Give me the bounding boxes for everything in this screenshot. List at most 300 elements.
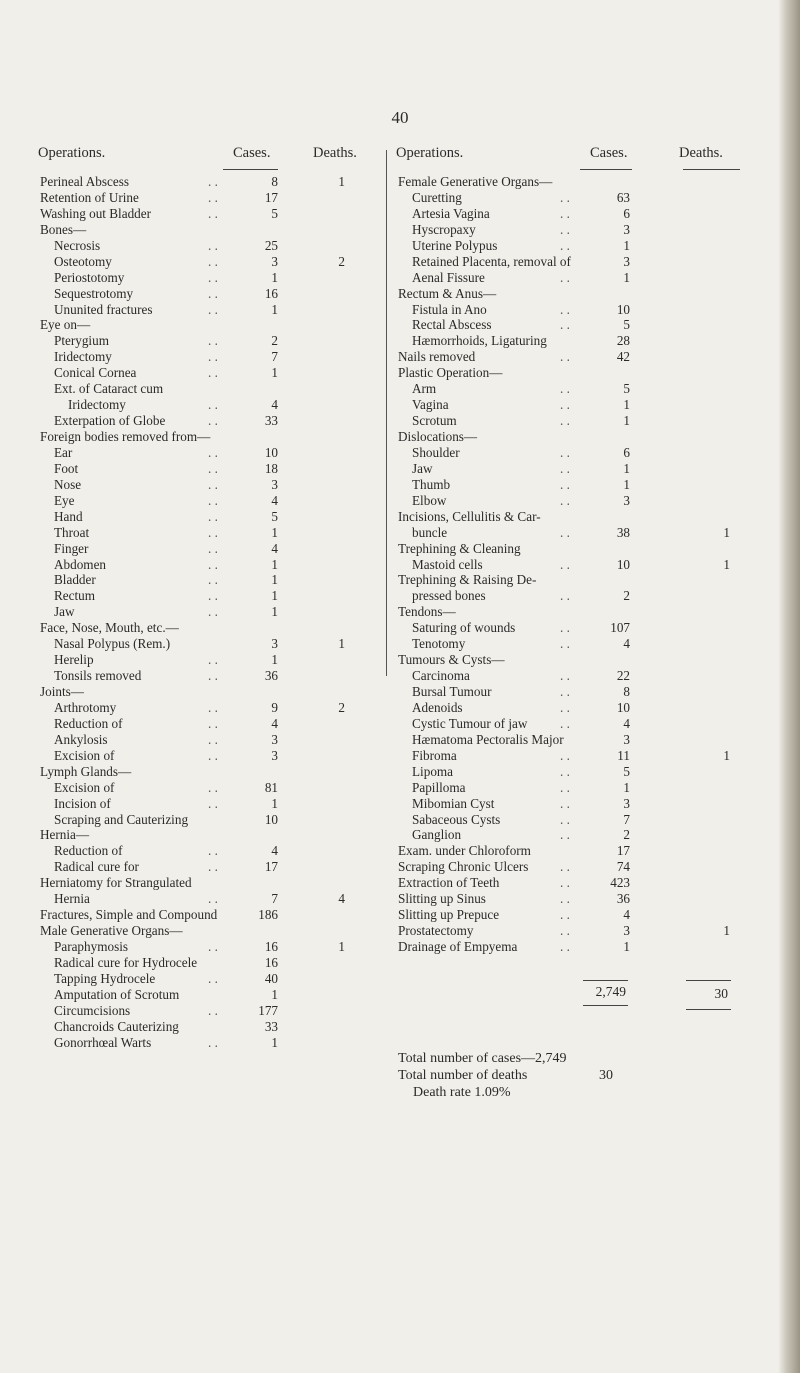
operation-label: Paraphymosis	[54, 939, 128, 954]
operation-label: Sabaceous Cysts	[412, 811, 501, 827]
operation-label: Eye on—	[40, 317, 91, 333]
cases-value: 1	[623, 397, 630, 413]
operation-label: Jaw	[54, 604, 75, 620]
deaths-value: 1	[338, 636, 345, 652]
operation-label: Chancroids Cauterizing	[54, 1018, 179, 1034]
deaths-value: 1	[723, 556, 730, 572]
leader-dots: . .	[208, 939, 218, 954]
cases-rule-right	[580, 169, 632, 170]
cases-value: 10	[616, 556, 630, 572]
leader-dots: . .	[560, 763, 570, 779]
leader-dots: . .	[208, 253, 218, 269]
cases-value: 36	[616, 891, 630, 907]
right-header	[398, 146, 743, 166]
operation-label: Perineal Abscess	[40, 174, 129, 189]
leader-dots: . .	[560, 349, 570, 365]
cases-value: 5	[271, 508, 278, 524]
leader-dots: . .	[560, 699, 570, 715]
cases-value: 3	[271, 636, 278, 652]
operation-label: Tendons—	[398, 604, 456, 620]
page-number: 40	[391, 108, 409, 127]
cases-value: 1	[271, 986, 278, 1002]
cases-value: 8	[271, 174, 278, 189]
cases-value: 4	[271, 492, 278, 508]
cases-value: 1	[623, 779, 630, 795]
leader-dots: . .	[208, 699, 218, 715]
leader-dots: . .	[560, 397, 570, 413]
operation-label: Carcinoma	[412, 668, 470, 684]
deaths-rule-right	[683, 169, 740, 170]
operation-label: Artesia Vagina	[412, 205, 490, 221]
cases-value: 7	[623, 811, 630, 827]
operation-label: Incision of	[54, 795, 111, 811]
leader-dots: . .	[560, 620, 570, 636]
leader-dots: . .	[560, 859, 570, 875]
cases-heading-right: Cases.	[590, 145, 628, 161]
cases-value: 1	[271, 301, 278, 317]
cases-value: 2	[623, 588, 630, 604]
leader-dots: . .	[560, 189, 570, 205]
leader-dots: . .	[208, 189, 218, 205]
operation-label: Amputation of Scrotum	[54, 986, 180, 1002]
leader-dots: . .	[208, 397, 218, 413]
left-column	[38, 145, 380, 1050]
leader-dots: . .	[560, 237, 570, 253]
operation-label: Lipoma	[412, 763, 454, 779]
cases-value: 33	[264, 1018, 278, 1034]
operation-label: Extraction of Teeth	[398, 875, 500, 891]
leader-dots: . .	[560, 556, 570, 572]
operation-label: Incisions, Cellulitis & Car-	[398, 508, 541, 524]
leader-dots: . .	[560, 795, 570, 811]
cases-value: 10	[264, 444, 278, 460]
operation-label: Hæmatoma Pectoralis Major	[412, 731, 564, 747]
total-deaths: 30	[714, 986, 728, 1001]
cases-value: 4	[623, 636, 630, 652]
total-deaths-label: Total number of deaths	[398, 1068, 528, 1083]
cases-value: 16	[264, 285, 278, 301]
left-header	[40, 146, 380, 166]
cases-value: 1	[271, 365, 278, 381]
cases-value: 16	[264, 954, 278, 970]
deaths-heading: Deaths.	[313, 145, 357, 161]
operation-label: Excision of	[54, 779, 115, 795]
leader-dots: . .	[208, 508, 218, 524]
operation-label: Hand	[54, 508, 83, 524]
cases-value: 4	[271, 715, 278, 731]
leader-dots: . .	[560, 715, 570, 731]
operation-label: Papilloma	[412, 779, 466, 795]
leader-dots: . .	[560, 444, 570, 460]
operation-label: Fibroma	[412, 747, 457, 763]
leader-dots: . .	[208, 556, 218, 572]
cases-value: 186	[258, 907, 278, 923]
cases-value: 17	[264, 859, 278, 875]
leader-dots: . .	[208, 572, 218, 588]
operation-label: Rectal Abscess	[412, 317, 492, 333]
leader-dots: . .	[560, 476, 570, 492]
cases-value: 81	[264, 779, 278, 795]
deaths-heading-right: Deaths.	[679, 145, 723, 161]
operation-label: Sequestrotomy	[54, 285, 134, 301]
cases-value: 63	[616, 189, 630, 205]
operation-label: Tapping Hydrocele	[54, 970, 156, 986]
operation-label: Gonorrhœal Warts	[54, 1034, 152, 1050]
leader-dots: . .	[560, 811, 570, 827]
total-cases-line: Total number of cases—2,749	[398, 1051, 567, 1066]
cases-value: 18	[264, 460, 278, 476]
leader-dots: . .	[208, 460, 218, 476]
operation-label: Foot	[54, 460, 79, 476]
totals-top-rule-deaths	[686, 980, 731, 981]
deaths-value: 1	[338, 939, 345, 954]
cases-value: 1	[271, 572, 278, 588]
cases-value: 1	[623, 476, 630, 492]
operation-label: Ununited fractures	[54, 301, 153, 317]
leader-dots: . .	[208, 891, 218, 907]
leader-dots: . .	[208, 652, 218, 668]
cases-value: 38	[616, 524, 630, 540]
operation-label: Hyscropaxy	[412, 221, 476, 237]
operation-label: Rectum	[54, 588, 96, 604]
cases-value: 10	[616, 699, 630, 715]
leader-dots: . .	[560, 460, 570, 476]
operation-label: Trephining & Raising De-	[398, 572, 537, 588]
operation-label: Hernia—	[40, 827, 90, 843]
leader-dots: . .	[560, 939, 570, 954]
cases-value: 2	[271, 333, 278, 349]
leader-dots: . .	[560, 923, 570, 939]
cases-value: 3	[271, 253, 278, 269]
operation-label: Retention of Urine	[40, 189, 139, 205]
operation-label: Scraping and Cauterizing	[54, 811, 189, 827]
operation-label: Tonsils removed	[54, 668, 142, 684]
cases-value: 3	[271, 731, 278, 747]
leader-dots: . .	[208, 365, 218, 381]
cases-value: 5	[623, 381, 630, 397]
operation-label: Ankylosis	[54, 731, 108, 747]
operation-label: Jaw	[412, 460, 433, 476]
leader-dots: . .	[208, 205, 218, 221]
operation-label: Joints—	[40, 684, 84, 699]
cases-value: 1	[271, 556, 278, 572]
operation-label: Osteotomy	[54, 253, 112, 269]
cases-value: 22	[616, 668, 630, 684]
operation-label: Scrotum	[412, 413, 457, 429]
leader-dots: . .	[560, 205, 570, 221]
operation-label: Reduction of	[54, 843, 123, 859]
leader-dots: . .	[208, 524, 218, 540]
right-column	[396, 145, 743, 1100]
deaths-value: 1	[723, 923, 730, 939]
operation-label: Uterine Polypus	[412, 237, 498, 253]
operation-label: Radical cure for Hydrocele	[54, 954, 198, 970]
operation-label: Arthrotomy	[54, 699, 117, 715]
operation-label: Cystic Tumour of jaw	[412, 715, 528, 731]
operation-label: pressed bones	[412, 588, 486, 604]
cases-value: 28	[616, 333, 630, 349]
leader-dots: . .	[208, 413, 218, 429]
cases-value: 25	[264, 237, 278, 253]
cases-value: 11	[617, 747, 630, 763]
totals-bottom-rule	[583, 1005, 628, 1006]
cases-value: 1	[271, 588, 278, 604]
operation-label: Bursal Tumour	[412, 684, 492, 699]
operation-label: Fistula in Ano	[412, 301, 487, 317]
deaths-value: 4	[338, 891, 345, 907]
operation-label: Retained Placenta, removal of	[412, 253, 571, 269]
cases-value: 107	[610, 620, 630, 636]
cases-value: 1	[623, 939, 630, 954]
leader-dots: . .	[560, 891, 570, 907]
leader-dots: . .	[560, 684, 570, 699]
cases-rule	[223, 169, 278, 170]
cases-value: 17	[616, 843, 630, 859]
totals-bottom-rule-deaths	[686, 1009, 731, 1010]
cases-value: 74	[616, 859, 630, 875]
cases-value: 5	[623, 763, 630, 779]
operation-label: Curetting	[412, 189, 462, 205]
leader-dots: . .	[560, 875, 570, 891]
cases-value: 7	[271, 891, 278, 907]
operation-label: Face, Nose, Mouth, etc.—	[40, 620, 179, 636]
totals-top-rule	[583, 980, 628, 981]
cases-value: 40	[264, 970, 278, 986]
cases-value: 7	[271, 349, 278, 365]
leader-dots: . .	[208, 1034, 218, 1050]
operation-label: Saturing of wounds	[412, 620, 516, 636]
operation-label: Eye	[54, 492, 75, 508]
leader-dots: . .	[208, 731, 218, 747]
operation-label: Bladder	[54, 572, 96, 588]
leader-dots: . .	[208, 747, 218, 763]
leader-dots: . .	[208, 301, 218, 317]
cases-value: 4	[623, 715, 630, 731]
operation-label: Dislocations—	[398, 429, 478, 444]
leader-dots: . .	[208, 604, 218, 620]
operation-label: Necrosis	[54, 237, 101, 253]
leader-dots: . .	[560, 636, 570, 652]
operation-label: Circumcisions	[54, 1002, 131, 1018]
death-rate-line: Death rate 1.09%	[413, 1085, 511, 1100]
cases-value: 16	[264, 939, 278, 954]
operation-label: Drainage of Empyema	[398, 939, 518, 954]
operation-label: Rectum & Anus—	[398, 285, 497, 301]
cases-value: 3	[271, 476, 278, 492]
leader-dots: . .	[208, 269, 218, 285]
cases-value: 10	[264, 811, 278, 827]
total-cases: 2,749	[595, 984, 626, 999]
operation-label: Nose	[54, 476, 82, 492]
cases-value: 1	[271, 604, 278, 620]
leader-dots: . .	[560, 588, 570, 604]
leader-dots: . .	[208, 668, 218, 684]
cases-value: 4	[623, 907, 630, 923]
operation-label: Conical Cornea	[54, 365, 137, 381]
operation-label: Hæmorrhoids, Ligaturing	[412, 333, 547, 349]
leader-dots: . .	[208, 588, 218, 604]
leader-dots: . .	[560, 779, 570, 795]
cases-value: 10	[616, 301, 630, 317]
leader-dots: . .	[208, 174, 218, 189]
deaths-value: 2	[338, 699, 345, 715]
cases-value: 1	[271, 269, 278, 285]
leader-dots: . .	[208, 843, 218, 859]
operation-label: Prostatectomy	[398, 923, 474, 939]
operation-label: Nails removed	[398, 349, 476, 365]
cases-value: 423	[610, 875, 630, 891]
operations-heading: Operations.	[38, 145, 106, 161]
operation-label: Throat	[54, 524, 90, 540]
cases-value: 5	[271, 205, 278, 221]
leader-dots: . .	[560, 668, 570, 684]
operation-label: Trephining & Cleaning	[398, 540, 521, 556]
leader-dots: . .	[560, 492, 570, 508]
operation-label: Tumours & Cysts—	[398, 652, 505, 668]
operation-label: Iridectomy	[68, 397, 126, 413]
leader-dots: . .	[208, 540, 218, 556]
cases-value: 4	[271, 843, 278, 859]
leader-dots: . .	[560, 907, 570, 923]
leader-dots: . .	[560, 221, 570, 237]
deaths-value: 1	[723, 747, 730, 763]
operation-label: Aenal Fissure	[412, 269, 485, 285]
operation-label: Herniatomy for Strangulated	[40, 875, 192, 891]
operation-label: Periostotomy	[54, 269, 125, 285]
cases-value: 42	[616, 349, 630, 365]
operation-label: Elbow	[412, 492, 447, 508]
cases-value: 3	[623, 731, 630, 747]
cases-value: 33	[264, 413, 278, 429]
operation-label: Thumb	[412, 476, 451, 492]
cases-value: 4	[271, 540, 278, 556]
leader-dots: . .	[560, 413, 570, 429]
leader-dots: . .	[208, 237, 218, 253]
operation-label: Bones—	[40, 221, 87, 237]
operation-label: Slitting up Prepuce	[398, 907, 500, 923]
cases-value: 3	[623, 253, 630, 269]
leader-dots: . .	[208, 715, 218, 731]
cases-value: 1	[623, 269, 630, 285]
leader-dots: . .	[208, 795, 218, 811]
operation-label: Fractures, Simple and Compound	[40, 907, 218, 923]
cases-value: 6	[623, 205, 630, 221]
operation-label: Pterygium	[54, 333, 109, 349]
leader-dots: . .	[208, 349, 218, 365]
operation-label: Iridectomy	[54, 349, 112, 365]
operation-label: Ganglion	[412, 827, 462, 843]
operation-label: Reduction of	[54, 715, 123, 731]
cases-value: 3	[623, 492, 630, 508]
cases-value: 6	[623, 444, 630, 460]
page-edge-shadow	[778, 0, 800, 1373]
cases-value: 17	[264, 189, 278, 205]
cases-value: 177	[258, 1002, 278, 1018]
operation-label: buncle	[412, 524, 448, 540]
leader-dots: . .	[560, 827, 570, 843]
operation-label: Washing out Bladder	[40, 205, 152, 221]
deaths-value: 1	[723, 524, 730, 540]
leader-dots: . .	[560, 524, 570, 540]
leader-dots: . .	[208, 476, 218, 492]
cases-value: 1	[271, 1034, 278, 1050]
operation-label: Exterpation of Globe	[54, 413, 166, 429]
cases-value: 9	[271, 699, 278, 715]
operation-label: Herelip	[54, 652, 94, 668]
cases-value: 8	[623, 684, 630, 699]
cases-value: 2	[623, 827, 630, 843]
column-divider	[386, 150, 387, 676]
leader-dots: . .	[560, 269, 570, 285]
cases-value: 3	[623, 221, 630, 237]
cases-value: 4	[271, 397, 278, 413]
deaths-value: 2	[338, 253, 345, 269]
operation-label: Female Generative Organs—	[398, 174, 553, 189]
leader-dots: . .	[208, 1002, 218, 1018]
cases-heading: Cases.	[233, 145, 271, 161]
operation-label: Mastoid cells	[412, 556, 483, 572]
leader-dots: . .	[208, 859, 218, 875]
operation-label: Foreign bodies removed from—	[40, 429, 211, 444]
leader-dots: . .	[208, 444, 218, 460]
leader-dots: . .	[208, 970, 218, 986]
cases-value: 1	[623, 237, 630, 253]
cases-value: 1	[271, 524, 278, 540]
total-deaths-value: 30	[599, 1068, 613, 1083]
operation-label: Lymph Glands—	[40, 763, 132, 779]
operation-label: Shoulder	[412, 444, 460, 460]
cases-value: 1	[271, 795, 278, 811]
leader-dots: . .	[208, 779, 218, 795]
leader-dots: . .	[560, 381, 570, 397]
cases-value: 36	[264, 668, 278, 684]
operation-label: Arm	[412, 381, 437, 397]
cases-value: 1	[271, 652, 278, 668]
leader-dots: . .	[208, 492, 218, 508]
cases-value: 3	[623, 923, 630, 939]
operation-label: Abdomen	[54, 556, 107, 572]
cases-value: 3	[623, 795, 630, 811]
operation-label: Finger	[54, 540, 89, 556]
operation-label: Hernia	[54, 891, 90, 907]
operation-label: Plastic Operation—	[398, 365, 503, 381]
operation-label: Excision of	[54, 747, 115, 763]
operation-label: Male Generative Organs—	[40, 923, 183, 939]
cases-value: 1	[623, 460, 630, 476]
operation-label: Ear	[54, 444, 73, 460]
operations-heading-right: Operations.	[396, 145, 464, 161]
deaths-value: 1	[338, 174, 345, 189]
operation-label: Slitting up Sinus	[398, 891, 486, 907]
operation-label: Adenoids	[412, 699, 463, 715]
operation-label: Nasal Polypus (Rem.)	[54, 636, 171, 652]
operation-label: Radical cure for	[54, 859, 139, 875]
operation-label: Exam. under Chloroform	[398, 843, 531, 859]
leader-dots: . .	[208, 333, 218, 349]
operation-label: Mibomian Cyst	[412, 795, 495, 811]
leader-dots: . .	[560, 317, 570, 333]
leader-dots: . .	[560, 747, 570, 763]
operation-label: Vagina	[412, 397, 449, 413]
operation-label: Ext. of Cataract cum	[54, 381, 164, 397]
cases-value: 3	[271, 747, 278, 763]
leader-dots: . .	[560, 301, 570, 317]
operation-label: Tenotomy	[412, 636, 466, 652]
leader-dots: . .	[208, 285, 218, 301]
cases-value: 1	[623, 413, 630, 429]
operation-label: Scraping Chronic Ulcers	[398, 859, 529, 875]
cases-value: 5	[623, 317, 630, 333]
